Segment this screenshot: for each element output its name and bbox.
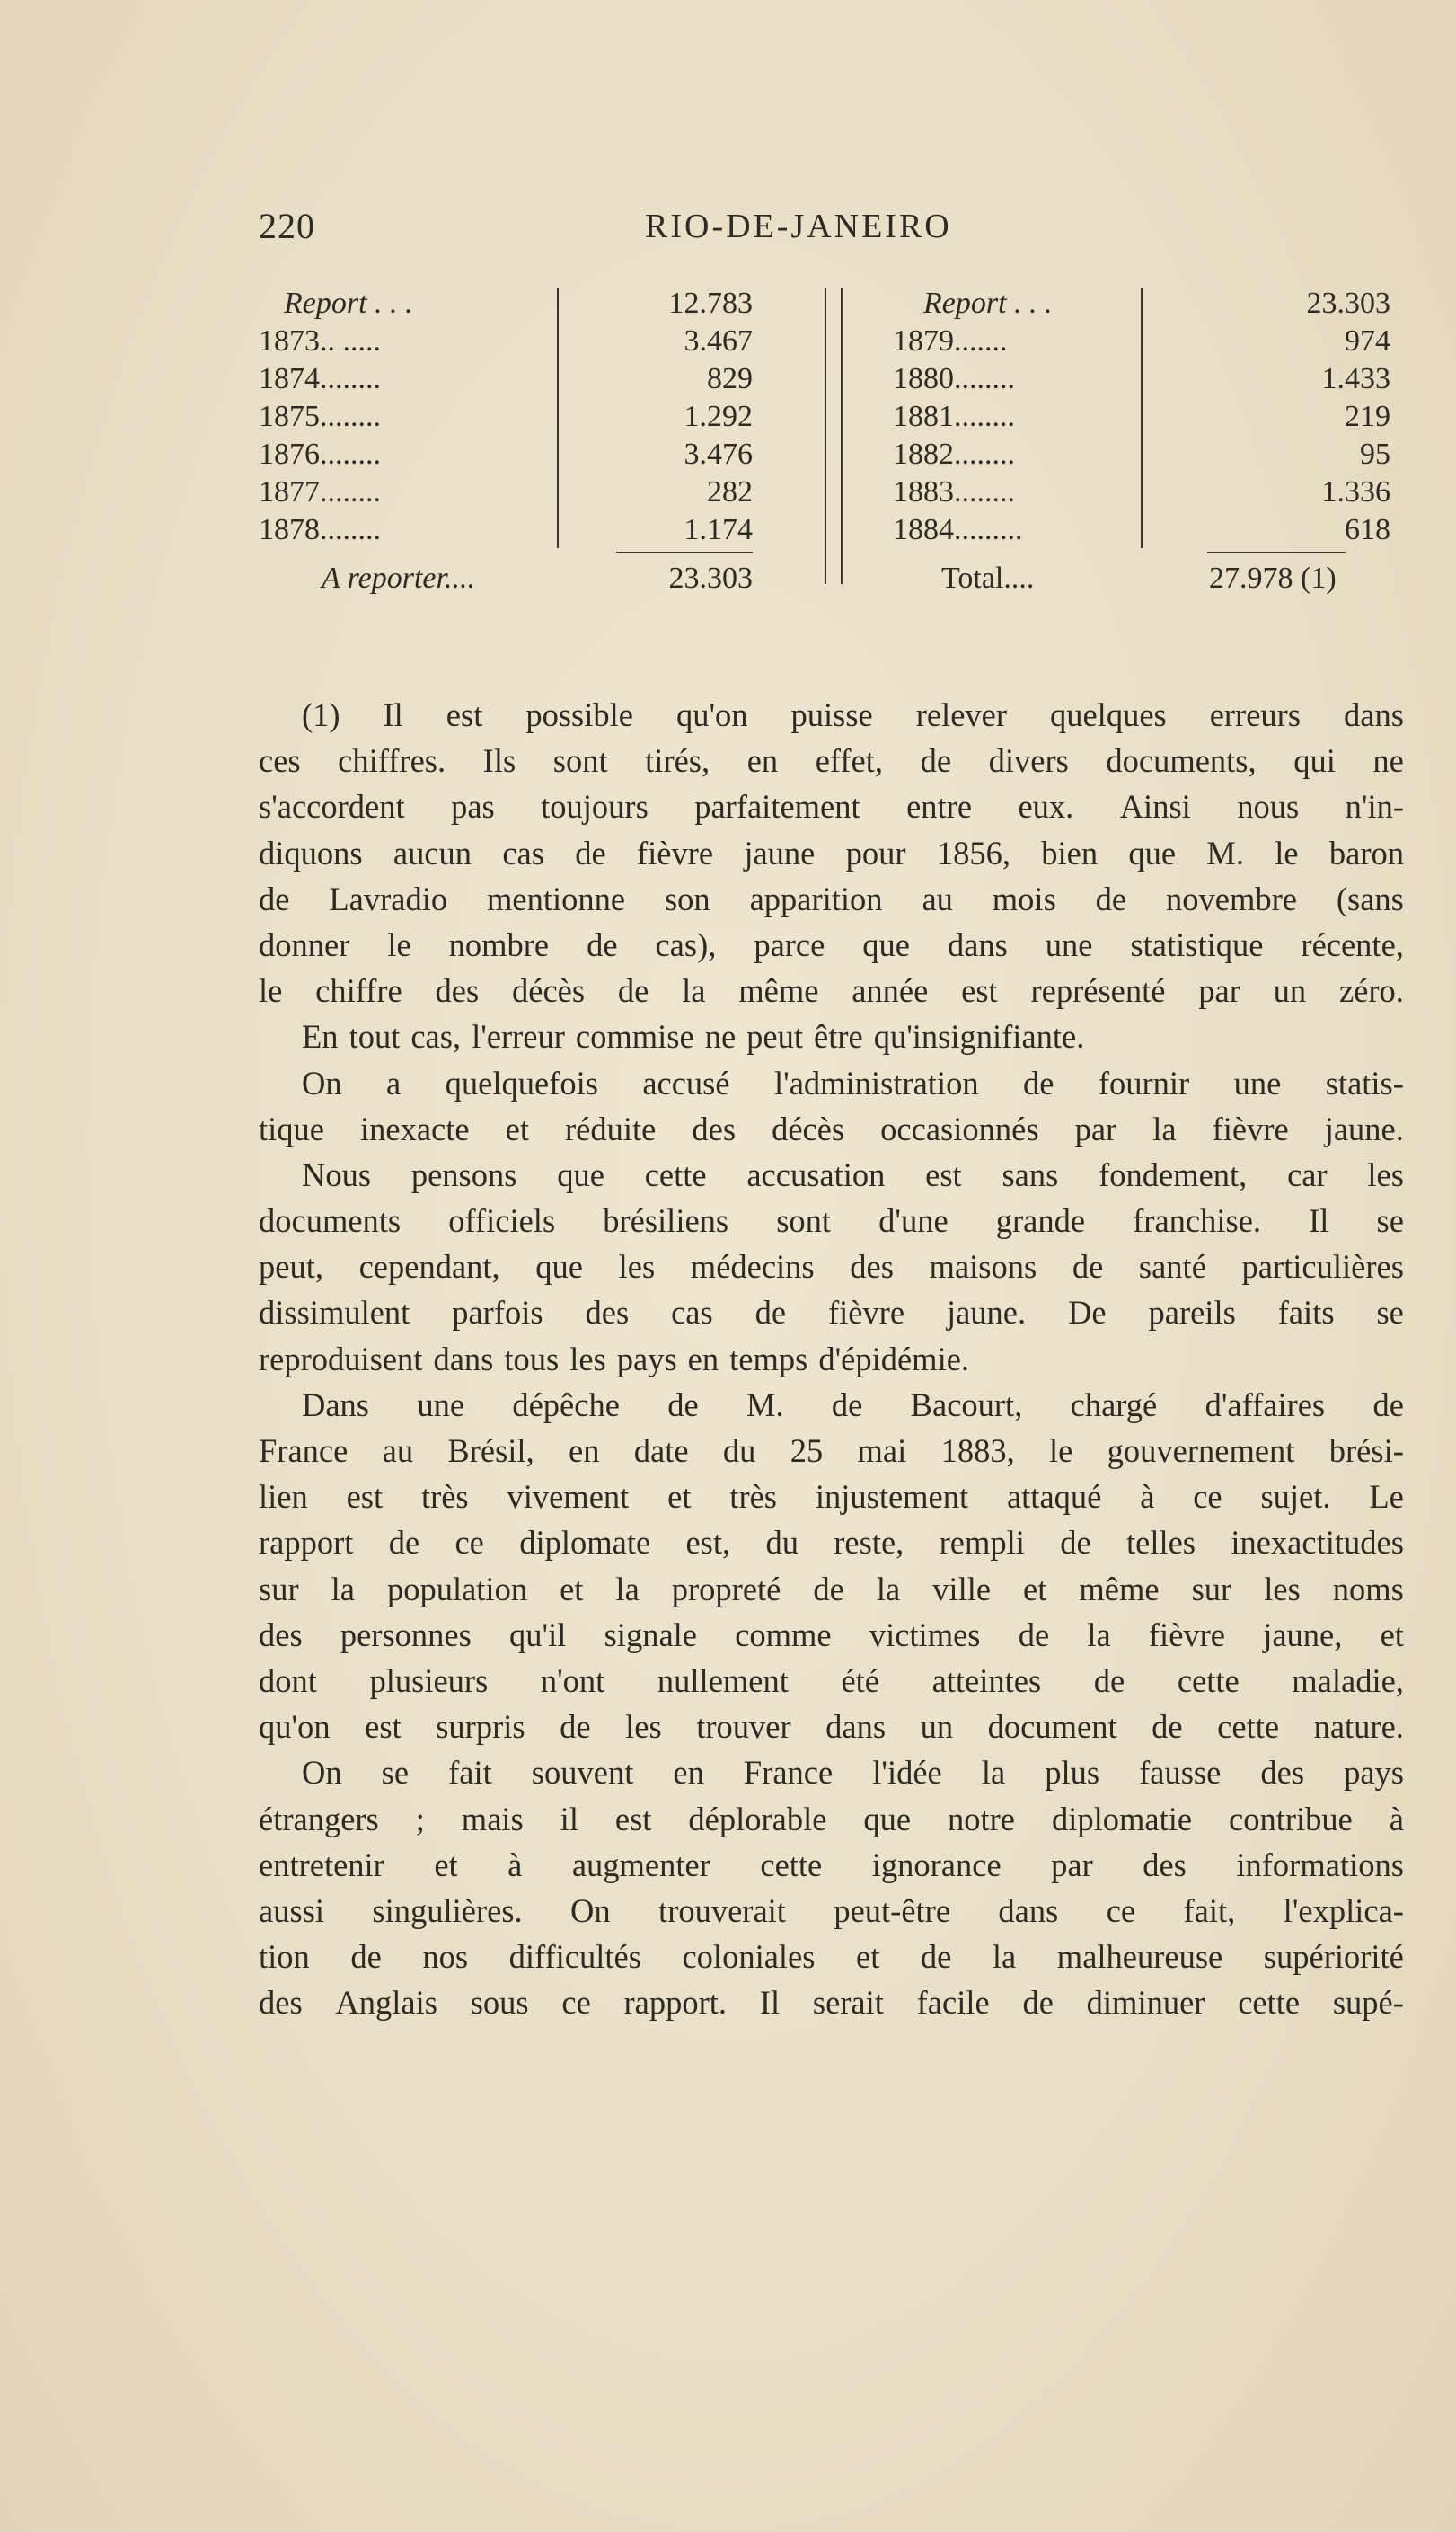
- text-line: France au Brésil, en date du 25 mai 1883, le gouvernement brési-: [259, 1432, 1404, 1469]
- left-row-year: 1877........: [259, 475, 381, 509]
- text-line: tion de nos difficultés coloniales et de la malheureuse supériorité: [259, 1938, 1404, 1976]
- table-rule: [841, 288, 843, 584]
- page-number: 220: [259, 206, 315, 246]
- right-row-year: 1879.......: [893, 324, 1008, 358]
- text-line: diquons aucun cas de fièvre jaune pour 1856, bien que M. le baron: [259, 834, 1404, 872]
- text-line: des Anglais sous ce rapport. Il serait facile de diminuer cette supé-: [259, 1984, 1404, 2022]
- text-line: qu'on est surpris de les trouver dans un document de cette nature.: [259, 1708, 1404, 1746]
- right-sum-rule: [1207, 552, 1346, 553]
- text-line: donner le nombre de cas), parce que dans une statistique récente,: [259, 925, 1404, 963]
- right-row-value: 95: [1360, 438, 1390, 471]
- text-line: reproduisent dans tous les pays en temps d'épidémie.: [259, 1340, 970, 1377]
- left-row-year: 1873.. .....: [259, 324, 381, 358]
- right-row-value: 219: [1345, 400, 1390, 433]
- text-line: étrangers ; mais il est déplorable que notre diplomatie contribue à: [259, 1800, 1404, 1837]
- right-row-year: 1882........: [893, 438, 1015, 471]
- right-row-year: 1883........: [893, 475, 1015, 509]
- right-row-year: 1884.........: [893, 513, 1023, 546]
- text-line: sur la population et la propreté de la ville et même sur les noms: [259, 1570, 1404, 1607]
- left-row-year: 1875........: [259, 400, 381, 433]
- right-report-label: Report . . .: [923, 287, 1053, 320]
- right-row-value: 618: [1345, 513, 1390, 546]
- table-rule: [825, 288, 826, 584]
- text-line: le chiffre des décès de la même année est représenté par un zéro.: [259, 972, 1404, 1010]
- left-sum-rule: [616, 552, 753, 553]
- left-row-year: 1876........: [259, 438, 381, 471]
- text-line: (1) Il est possible qu'on puisse relever quelques erreurs dans: [302, 696, 1404, 733]
- text-line: dont plusieurs n'ont nullement été atteintes de cette maladie,: [259, 1661, 1404, 1699]
- right-row-value: 1.433: [1321, 362, 1390, 395]
- text-line: On a quelquefois accusé l'administration de fournir une statis-: [302, 1064, 1404, 1102]
- text-line: Dans une dépêche de M. de Bacourt, chargé d'affaires de: [302, 1386, 1404, 1423]
- text-line: aussi singulières. On trouverait peut-être dans ce fait, l'explica-: [259, 1891, 1404, 1929]
- right-total-label: Total....: [941, 562, 1035, 595]
- text-line: s'accordent pas toujours parfaitement entre eux. Ainsi nous n'in-: [259, 788, 1404, 826]
- text-line: ces chiffres. Ils sont tirés, en effet, de divers documents, qui ne: [259, 742, 1404, 780]
- left-total-label: A reporter....: [322, 562, 475, 595]
- right-report-value: 23.303: [1306, 287, 1390, 320]
- table-rule: [557, 288, 559, 548]
- left-row-value: 1.292: [684, 400, 753, 433]
- text-line: dissimulent parfois des cas de fièvre jaune. De pareils faits se: [259, 1294, 1404, 1332]
- yellow-fever-statistics-table: [259, 286, 1404, 627]
- right-row-value: 974: [1345, 324, 1390, 358]
- text-line: En tout cas, l'erreur commise ne peut être qu'insignifiante.: [302, 1018, 1085, 1056]
- left-row-value: 829: [707, 362, 753, 395]
- text-line: entretenir et à augmenter cette ignorance par des informations: [259, 1846, 1404, 1883]
- text-line: Nous pensons que cette accusation est sans fondement, car les: [302, 1155, 1404, 1193]
- right-row-value: 1.336: [1321, 475, 1390, 509]
- text-line: documents officiels brésiliens sont d'une grande franchise. Il se: [259, 1202, 1404, 1240]
- text-line: des personnes qu'il signale comme victimes de la fièvre jaune, et: [259, 1616, 1404, 1653]
- text-line: rapport de ce diplomate est, du reste, rempli de telles inexactitudes: [259, 1524, 1404, 1562]
- left-row-value: 1.174: [684, 513, 753, 546]
- left-report-value: 12.783: [668, 287, 753, 320]
- right-row-year: 1880........: [893, 362, 1015, 395]
- text-line: de Lavradio mentionne son apparition au mois de novembre (sans: [259, 880, 1404, 917]
- left-row-value: 3.467: [684, 324, 753, 358]
- page-header: [259, 205, 1408, 259]
- table-rule: [1141, 288, 1143, 548]
- running-title: RIO-DE-JANEIRO: [645, 208, 952, 245]
- left-total-value: 23.303: [668, 562, 753, 595]
- text-line: tique inexacte et réduite des décès occasionnés par la fièvre jaune.: [259, 1110, 1404, 1147]
- text-line: peut, cependant, que les médecins des maisons de santé particulières: [259, 1248, 1404, 1286]
- left-row-year: 1878........: [259, 513, 381, 546]
- right-row-year: 1881........: [893, 400, 1015, 433]
- left-report-label: Report . . .: [284, 287, 413, 320]
- left-row-value: 282: [707, 475, 753, 509]
- left-row-year: 1874........: [259, 362, 381, 395]
- right-total-value: 27.978 (1): [1209, 562, 1337, 595]
- left-row-value: 3.476: [684, 438, 753, 471]
- text-line: lien est très vivement et très injustement attaqué à ce sujet. Le: [259, 1478, 1404, 1516]
- text-line: On se fait souvent en France l'idée la plus fausse des pays: [302, 1754, 1404, 1792]
- body-text: [259, 692, 1404, 2025]
